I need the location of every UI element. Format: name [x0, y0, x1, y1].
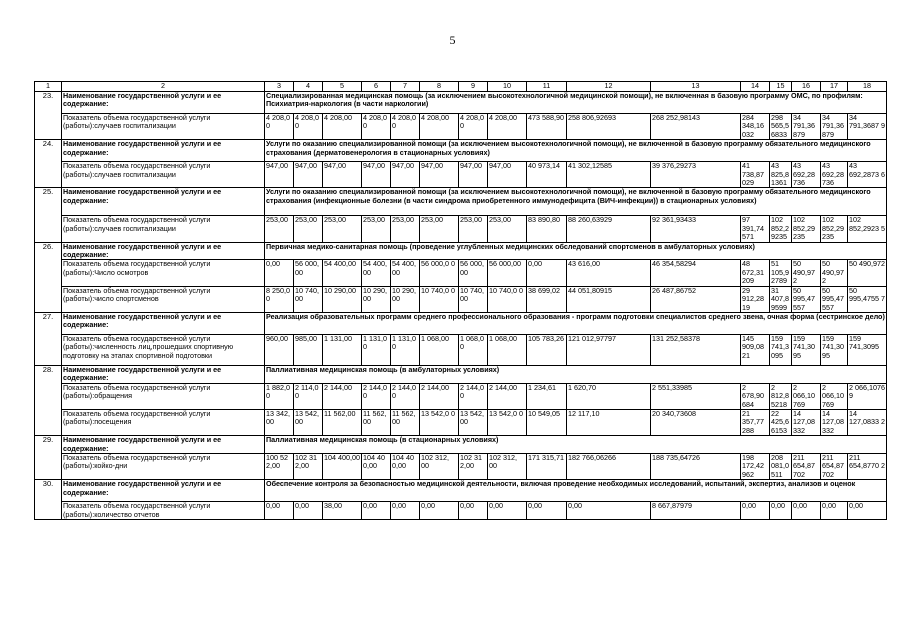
service-name-label: Наименование государственной услуги и ее содержание: [62, 242, 265, 260]
indicator-value: 253,00 [391, 216, 420, 242]
indicator-value: 10 740,0 0 [488, 286, 527, 312]
indicator-label: Показатель объема государственной услуги (работы):численность лиц,прошедших спортивную подготовку на этапах спортивной подготовки [62, 334, 265, 365]
indicator-value: 0,00 [265, 502, 294, 520]
indicator-value: 46 354,58294 [651, 260, 741, 286]
column-number: 17 [821, 82, 848, 92]
indicator-value: 159 741,30 95 [821, 334, 848, 365]
indicator-value: 43 825,8 1361 [770, 162, 792, 188]
column-number: 4 [294, 82, 323, 92]
indicator-row [35, 383, 887, 409]
indicator-value: 10 290,00 [323, 286, 362, 312]
indicator-value: 14 127,0833 2 [848, 409, 887, 435]
service-description: Паллиативная медицинская помощь (в амбулаторных условиях) [265, 365, 887, 383]
indicator-value: 13 542,0 0 [488, 409, 527, 435]
indicator-value: 100 52 2,00 [265, 453, 294, 479]
indicator-value: 51 105,9 2789 [770, 260, 792, 286]
indicator-value: 268 252,98143 [651, 114, 741, 140]
indicator-value: 10 740, 00 [459, 286, 488, 312]
indicator-label: Показатель объема государственной услуги (работы):посещения [62, 409, 265, 435]
indicator-value: 145 909,08 21 [741, 334, 770, 365]
indicator-value: 2 114,0 0 [294, 383, 323, 409]
indicator-value: 0,00 [741, 502, 770, 520]
indicator-row [35, 286, 887, 312]
column-number: 5 [323, 82, 362, 92]
column-number-row [35, 82, 887, 92]
indicator-value: 20 340,73608 [651, 409, 741, 435]
column-number: 16 [792, 82, 821, 92]
indicator-value: 121 012,97797 [567, 334, 651, 365]
indicator-value: 298 565,5 6833 [770, 114, 792, 140]
indicator-value: 2 144,0 0 [362, 383, 391, 409]
indicator-value: 2 144,0 0 [459, 383, 488, 409]
section-header-row [35, 188, 887, 216]
indicator-value: 947,00 [391, 162, 420, 188]
service-name-label: Наименование государственной услуги и ее содержание: [62, 312, 265, 334]
indicator-value: 11 562,00 [323, 409, 362, 435]
indicator-value: 43 692,2873 6 [848, 162, 887, 188]
section-number: 26. [35, 242, 62, 312]
page-number: 5 [449, 33, 456, 47]
indicator-label: Показатель объема государственной услуги (работы):случаев госпитализации [62, 162, 265, 188]
indicator-value: 102 31 2,00 [459, 453, 488, 479]
indicator-value: 8 667,87979 [651, 502, 741, 520]
column-number: 2 [62, 82, 265, 92]
indicator-value: 11 562, 00 [362, 409, 391, 435]
service-description: Специализированная медицинская помощь (за исключением высокотехнологичной медицинской помощи), не включенная в базовую программу ОМС, по профилям: Психиатрия-наркология (в части наркологии) [265, 92, 887, 114]
indicator-value: 1 131,0 0 [362, 334, 391, 365]
indicator-value: 2 144,00 [488, 383, 527, 409]
indicator-value: 38 699,02 [527, 286, 567, 312]
indicator-value: 44 051,80915 [567, 286, 651, 312]
indicator-value: 10 740,0 0 [420, 286, 459, 312]
indicator-value: 0,00 [848, 502, 887, 520]
indicator-value: 104 40 0,00 [391, 453, 420, 479]
indicator-value: 1 131,0 0 [391, 334, 420, 365]
indicator-value: 4 208,0 0 [391, 114, 420, 140]
indicator-value: 104 400,00 [323, 453, 362, 479]
indicator-value: 253,00 [323, 216, 362, 242]
indicator-value: 50 995,47 557 [821, 286, 848, 312]
indicator-value: 102 852,2923 5 [848, 216, 887, 242]
indicator-value: 253,00 [265, 216, 294, 242]
indicator-value: 0,00 [770, 502, 792, 520]
indicator-value: 171 315,71 [527, 453, 567, 479]
column-number: 14 [741, 82, 770, 92]
indicator-value: 0,00 [294, 502, 323, 520]
indicator-value: 947,00 [362, 162, 391, 188]
indicator-value: 188 735,64726 [651, 453, 741, 479]
indicator-label: Показатель объема государственной услуги (работы):Число осмотров [62, 260, 265, 286]
indicator-value: 985,00 [294, 334, 323, 365]
table-body [35, 82, 887, 520]
indicator-value: 2 551,33985 [651, 383, 741, 409]
indicator-value: 83 890,80 [527, 216, 567, 242]
indicator-value: 211 654,8770 2 [848, 453, 887, 479]
service-name-label: Наименование государственной услуги и ее содержание: [62, 188, 265, 216]
column-number: 18 [848, 82, 887, 92]
indicator-value: 54 400, 00 [362, 260, 391, 286]
indicator-value: 0,00 [420, 502, 459, 520]
indicator-row [35, 453, 887, 479]
indicator-value: 1 068,0 0 [459, 334, 488, 365]
indicator-value: 258 806,92693 [567, 114, 651, 140]
indicator-row [35, 502, 887, 520]
indicator-value: 50 490,97 2 [821, 260, 848, 286]
indicator-value: 26 487,86752 [651, 286, 741, 312]
section-number: 28. [35, 365, 62, 435]
indicator-value: 13 542, 00 [294, 409, 323, 435]
indicator-value: 34 791,36 879 [792, 114, 821, 140]
indicator-value: 198 172,42 962 [741, 453, 770, 479]
indicator-label: Показатель объема государственной услуги (работы):случаев госпитализации [62, 216, 265, 242]
indicator-value: 159 741,3095 [848, 334, 887, 365]
service-description: Паллиативная медицинская помощь (в стационарных условиях) [265, 436, 887, 454]
indicator-value: 54 400,00 [323, 260, 362, 286]
indicator-value: 2 066,10 769 [821, 383, 848, 409]
indicator-value: 102 312, 00 [488, 453, 527, 479]
indicator-value: 50 995,47 557 [792, 286, 821, 312]
section-header-row [35, 312, 887, 334]
indicator-value: 1 882,0 0 [265, 383, 294, 409]
section-number: 23. [35, 92, 62, 140]
section-header-row [35, 242, 887, 260]
indicator-value: 1 068,00 [488, 334, 527, 365]
column-number: 7 [391, 82, 420, 92]
indicator-value: 0,00 [821, 502, 848, 520]
indicator-value: 0,00 [391, 502, 420, 520]
indicator-value: 56 000,0 0 [420, 260, 459, 286]
indicator-value: 8 250,0 0 [265, 286, 294, 312]
indicator-value: 10 290, 00 [362, 286, 391, 312]
indicator-value: 41 302,12585 [567, 162, 651, 188]
indicator-value: 947,00 [488, 162, 527, 188]
section-header-row [35, 436, 887, 454]
indicator-value: 284 348,16 032 [741, 114, 770, 140]
indicator-value: 22 425,6 6153 [770, 409, 792, 435]
indicator-value: 13 542,0 0 [420, 409, 459, 435]
indicator-value: 0,00 [527, 260, 567, 286]
indicator-value: 2 812,8 5218 [770, 383, 792, 409]
indicator-value: 0,00 [527, 502, 567, 520]
indicator-value: 102 852,2 9235 [770, 216, 792, 242]
service-description: Услуги по оказанию специализированной помощи (за исключением высокотехнологичной помощи), не включенной в базовую программу обязательного медицинского страхования (дерматовенерология в стационарных условиях) [265, 140, 887, 162]
indicator-value: 1 620,70 [567, 383, 651, 409]
indicator-value: 41 738,87 029 [741, 162, 770, 188]
indicator-value: 43 692,28 736 [821, 162, 848, 188]
indicator-value: 208 081,0 511 [770, 453, 792, 479]
section-header-row [35, 92, 887, 114]
indicator-value: 947,00 [420, 162, 459, 188]
column-number: 8 [420, 82, 459, 92]
column-number: 9 [459, 82, 488, 92]
indicator-value: 50 995,4755 7 [848, 286, 887, 312]
indicator-value: 34 791,3687 9 [848, 114, 887, 140]
indicator-row [35, 162, 887, 188]
indicator-value: 104 40 0,00 [362, 453, 391, 479]
indicator-value: 960,00 [265, 334, 294, 365]
indicator-value: 50 490,97 2 [792, 260, 821, 286]
indicator-value: 2 678,90 684 [741, 383, 770, 409]
indicator-value: 0,00 [362, 502, 391, 520]
indicator-value: 38,00 [323, 502, 362, 520]
indicator-value: 0,00 [459, 502, 488, 520]
service-description: Реализация образовательных программ среднего профессионального образования - программ подготовки специалистов среднего звена, очная форма (сестринское дело) [265, 312, 887, 334]
indicator-value: 947,00 [323, 162, 362, 188]
indicator-value: 1 068,00 [420, 334, 459, 365]
indicator-value: 4 208,0 0 [265, 114, 294, 140]
section-header-row [35, 140, 887, 162]
budget-table [34, 81, 887, 520]
indicator-value: 10 549,05 [527, 409, 567, 435]
service-description: Услуги по оказанию специализированной помощи (за исключением высокотехнологичной помощи), не включенной в базовую программу обязательного медицинского страхования (инфекционные болезни (в части синдрома приобретенного иммунодефицита (ВИЧ-инфекции)) в стационарных условиях) [265, 188, 887, 216]
service-description: Обеспечение контроля за безопасностью медицинской деятельности, включая проведение необходимых исследований, испытаний, экспертиз, анализов и оценок [265, 480, 887, 502]
indicator-value: 14 127,08 332 [792, 409, 821, 435]
indicator-value: 31 407,8 9599 [770, 286, 792, 312]
indicator-value: 10 740, 00 [294, 286, 323, 312]
indicator-value: 2 066,1076 9 [848, 383, 887, 409]
indicator-value: 4 208,0 0 [294, 114, 323, 140]
indicator-value: 473 588,90 [527, 114, 567, 140]
indicator-row [35, 409, 887, 435]
indicator-value: 4 208,0 0 [459, 114, 488, 140]
indicator-value: 56 000,00 [488, 260, 527, 286]
indicator-label: Показатель объема государственной услуги (работы):случаев госпитализации [62, 114, 265, 140]
indicator-value: 97 391,74 571 [741, 216, 770, 242]
indicator-value: 102 312, 00 [420, 453, 459, 479]
indicator-row [35, 260, 887, 286]
indicator-value: 13 342, 00 [265, 409, 294, 435]
service-name-label: Наименование государственной услуги и ее содержание: [62, 140, 265, 162]
indicator-value: 159 741,3 095 [770, 334, 792, 365]
indicator-value: 12 117,10 [567, 409, 651, 435]
indicator-row [35, 114, 887, 140]
indicator-value: 10 290, 00 [391, 286, 420, 312]
indicator-value: 1 234,61 [527, 383, 567, 409]
section-number: 27. [35, 312, 62, 365]
indicator-value: 43 692,28 736 [792, 162, 821, 188]
column-number: 3 [265, 82, 294, 92]
indicator-value: 211 654,87 702 [821, 453, 848, 479]
column-number: 11 [527, 82, 567, 92]
indicator-value: 211 654,87 702 [792, 453, 821, 479]
indicator-value: 253,00 [362, 216, 391, 242]
indicator-value: 43 616,00 [567, 260, 651, 286]
indicator-label: Показатель объема государственной услуги (работы):количество отчетов [62, 502, 265, 520]
indicator-value: 182 766,06266 [567, 453, 651, 479]
indicator-value: 105 783,26 [527, 334, 567, 365]
column-number: 6 [362, 82, 391, 92]
column-number: 10 [488, 82, 527, 92]
indicator-label: Показатель объема государственной услуги (работы):обращения [62, 383, 265, 409]
service-name-label: Наименование государственной услуги и ее содержание: [62, 365, 265, 383]
indicator-value: 34 791,36 879 [821, 114, 848, 140]
indicator-value: 131 252,58378 [651, 334, 741, 365]
section-number: 29. [35, 436, 62, 480]
service-name-label: Наименование государственной услуги и ее содержание: [62, 92, 265, 114]
section-header-row [35, 480, 887, 502]
indicator-value: 4 208,00 [488, 114, 527, 140]
indicator-value: 88 260,63929 [567, 216, 651, 242]
section-number: 24. [35, 140, 62, 188]
indicator-value: 253,00 [294, 216, 323, 242]
indicator-value: 29 912,28 19 [741, 286, 770, 312]
indicator-value: 39 376,29273 [651, 162, 741, 188]
indicator-value: 40 973,14 [527, 162, 567, 188]
indicator-value: 48 672,31 209 [741, 260, 770, 286]
indicator-value: 4 208,00 [420, 114, 459, 140]
indicator-value: 947,00 [265, 162, 294, 188]
service-description: Первичная медико-санитарная помощь (проведение углубленных медицинских обследований спортсменов в амбулаторных условиях) [265, 242, 887, 260]
indicator-value: 1 131,00 [323, 334, 362, 365]
indicator-value: 102 852,29 235 [821, 216, 848, 242]
service-name-label: Наименование государственной услуги и ее содержание: [62, 480, 265, 502]
indicator-value: 56 000, 00 [459, 260, 488, 286]
indicator-value: 13 542, 00 [459, 409, 488, 435]
indicator-value: 0,00 [265, 260, 294, 286]
column-number: 15 [770, 82, 792, 92]
indicator-value: 102 852,29 235 [792, 216, 821, 242]
indicator-value: 253,00 [459, 216, 488, 242]
indicator-value: 4 208,00 [323, 114, 362, 140]
section-number: 30. [35, 480, 62, 520]
column-number: 13 [651, 82, 741, 92]
indicator-value: 92 361,93433 [651, 216, 741, 242]
indicator-value: 2 144,00 [323, 383, 362, 409]
indicator-value: 2 144,0 0 [391, 383, 420, 409]
section-header-row [35, 365, 887, 383]
indicator-row [35, 216, 887, 242]
indicator-value: 102 31 2,00 [294, 453, 323, 479]
indicator-value: 56 000, 00 [294, 260, 323, 286]
indicator-value: 21 357,77 288 [741, 409, 770, 435]
indicator-value: 50 490,972 [848, 260, 887, 286]
indicator-value: 253,00 [420, 216, 459, 242]
indicator-label: Показатель объема государственной услуги (работы):число спортсменов [62, 286, 265, 312]
section-number: 25. [35, 188, 62, 242]
column-number: 12 [567, 82, 651, 92]
indicator-value: 0,00 [567, 502, 651, 520]
indicator-value: 0,00 [792, 502, 821, 520]
indicator-value: 4 208,0 0 [362, 114, 391, 140]
service-name-label: Наименование государственной услуги и ее содержание: [62, 436, 265, 454]
indicator-label: Показатель объема государственной услуги (работы):койко-дни [62, 453, 265, 479]
column-number: 1 [35, 82, 62, 92]
indicator-value: 54 400, 00 [391, 260, 420, 286]
indicator-value: 11 562, 00 [391, 409, 420, 435]
indicator-value: 2 066,10 769 [792, 383, 821, 409]
indicator-value: 947,00 [459, 162, 488, 188]
indicator-value: 253,00 [488, 216, 527, 242]
indicator-value: 159 741,30 95 [792, 334, 821, 365]
indicator-value: 2 144,00 [420, 383, 459, 409]
indicator-value: 14 127,08 332 [821, 409, 848, 435]
indicator-value: 947,00 [294, 162, 323, 188]
indicator-row [35, 334, 887, 365]
indicator-value: 0,00 [488, 502, 527, 520]
